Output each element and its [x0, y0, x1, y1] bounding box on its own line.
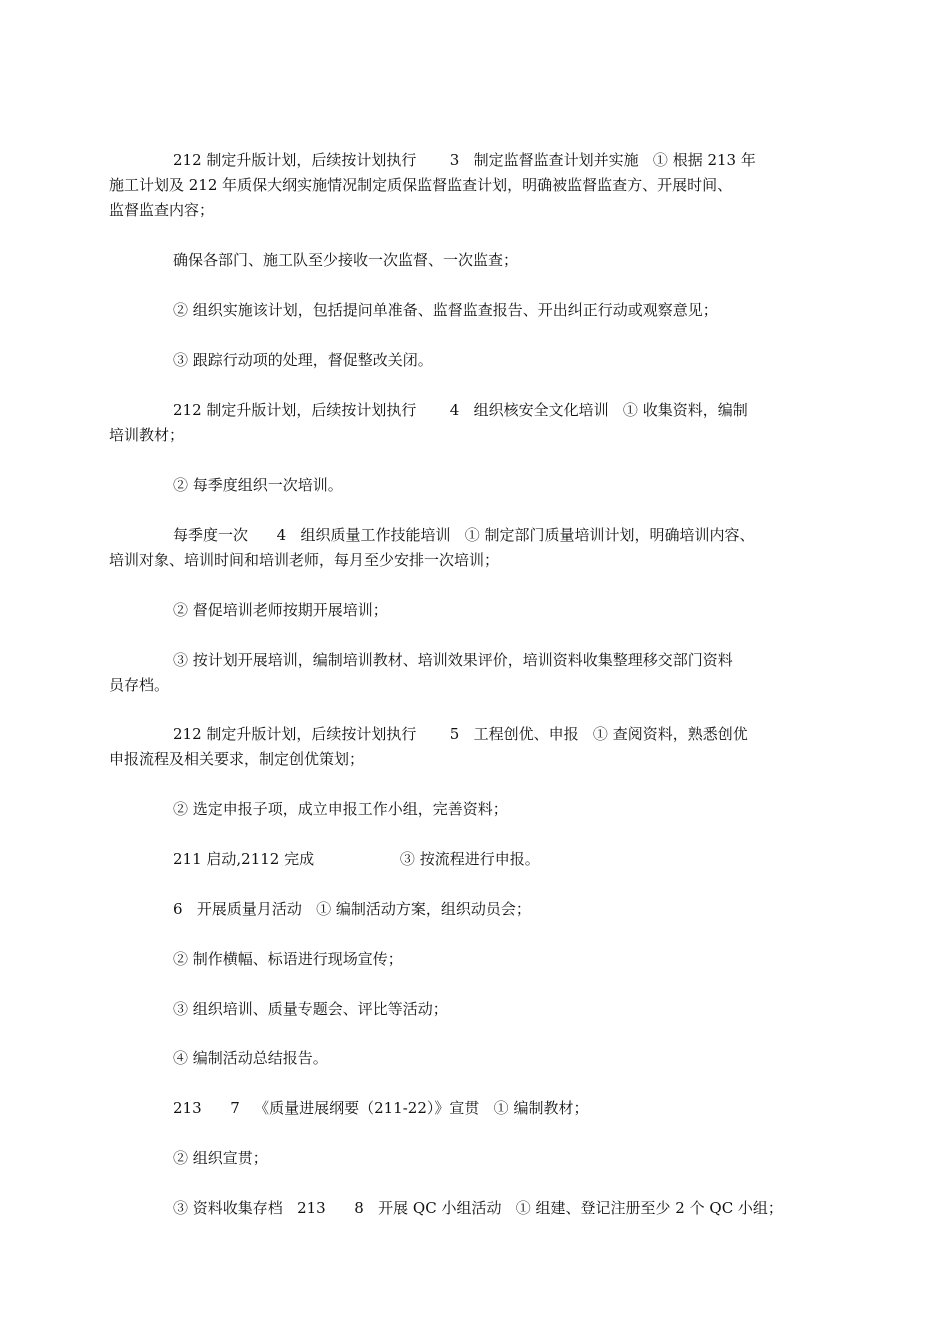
paragraph-2 — [141, 248, 831, 273]
text-line: ② 组织实施该计划，包括提问单准备、监督监查报告、开出纠正行动或观察意见； — [173, 301, 718, 319]
text-line: 施工计划及 212 年质保大纲实施情况制定质保监督监查计划，明确被监督监查方、开展时间、 — [109, 176, 733, 194]
paragraph-14 — [141, 947, 831, 972]
text-line: 员存档。 — [109, 676, 170, 694]
paragraph-18 — [141, 1146, 831, 1171]
text-line: 监督监查内容； — [109, 201, 215, 219]
paragraph-13 — [141, 897, 831, 922]
paragraph-5 — [109, 398, 831, 448]
paragraph-7 — [109, 523, 831, 573]
paragraph-10 — [109, 722, 831, 772]
paragraph-11 — [141, 797, 831, 822]
text-line: 212 制定升版计划，后续按计划执行 3 制定监督监查计划并实施 ① 根据 213 年 — [173, 151, 756, 169]
paragraph-15 — [141, 997, 831, 1022]
paragraph-4 — [141, 348, 831, 373]
text-line: 培训教材； — [109, 426, 185, 444]
paragraph-3 — [141, 298, 831, 323]
text-line: 212 制定升版计划，后续按计划执行 5 工程创优、申报 ① 查阅资料，熟悉创优 — [173, 725, 748, 743]
paragraph-6 — [141, 473, 831, 498]
text-line: 211 启动,2112 完成 ③ 按流程进行申报。 — [173, 850, 540, 868]
text-line: ④ 编制活动总结报告。 — [173, 1049, 328, 1067]
text-line: ② 每季度组织一次培训。 — [173, 476, 343, 494]
text-line: ② 制作横幅、标语进行现场宣传； — [173, 950, 403, 968]
paragraph-19 — [141, 1196, 831, 1221]
text-line: ③ 跟踪行动项的处理，督促整改关闭。 — [173, 351, 433, 369]
paragraph-1 — [109, 148, 831, 223]
text-line: ② 选定申报子项，成立申报工作小组，完善资料； — [173, 800, 508, 818]
text-line: ③ 资料收集存档 213 8 开展 QC 小组活动 ① 组建、登记注册至少 2 个 QC 小组； — [173, 1199, 783, 1217]
text-line: ③ 组织培训、质量专题会、评比等活动； — [173, 1000, 448, 1018]
text-line: 212 制定升版计划，后续按计划执行 4 组织核安全文化培训 ① 收集资料，编制 — [173, 401, 748, 419]
text-line: ③ 按计划开展培训，编制培训教材、培训效果评价，培训资料收集整理移交部门资料 — [173, 651, 733, 669]
text-line: 6 开展质量月活动 ① 编制活动方案，组织动员会； — [173, 900, 531, 918]
text-line: 申报流程及相关要求，制定创优策划； — [109, 750, 365, 768]
paragraph-17 — [141, 1096, 831, 1121]
text-line: ② 组织宣贯； — [173, 1149, 268, 1167]
paragraph-12 — [141, 847, 831, 872]
text-line: ② 督促培训老师按期开展培训； — [173, 601, 388, 619]
text-line: 每季度一次 4 组织质量工作技能培训 ① 制定部门质量培训计划，明确培训内容、 — [173, 526, 755, 544]
text-line: 确保各部门、施工队至少接收一次监督、一次监查； — [173, 251, 519, 269]
paragraph-16 — [141, 1046, 831, 1071]
text-line: 培训对象、培训时间和培训老师，每月至少安排一次培训； — [109, 551, 500, 569]
text-line: 213 7 《质量进展纲要（211-22）》宣贯 ① 编制教材； — [173, 1099, 589, 1117]
paragraph-8 — [141, 598, 831, 623]
paragraph-9 — [109, 648, 831, 698]
